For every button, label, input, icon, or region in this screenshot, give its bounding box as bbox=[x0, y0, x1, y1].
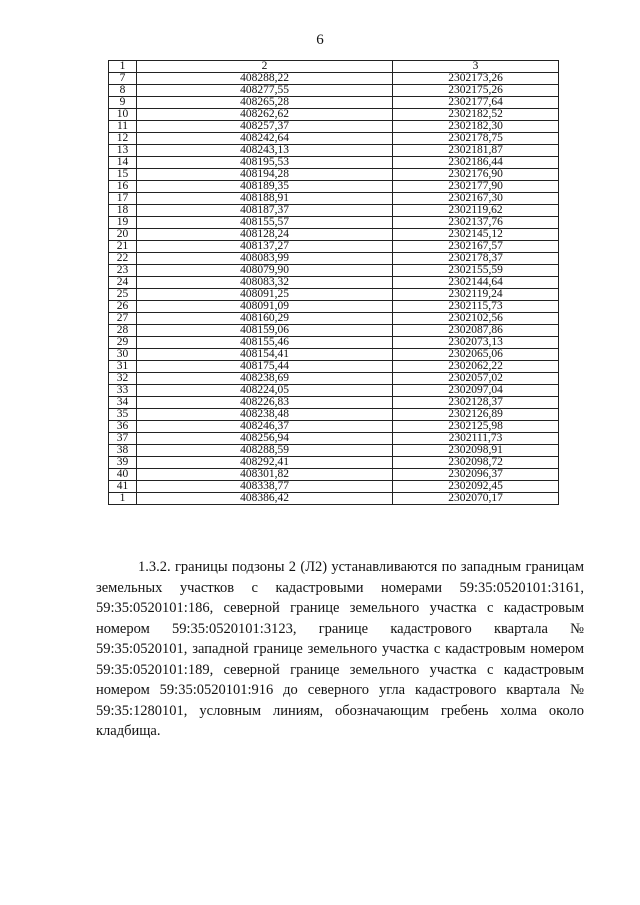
table-row bbox=[109, 193, 559, 205]
x-coordinate-cell: 408083,32 bbox=[137, 277, 393, 289]
x-coordinate-cell: 408091,09 bbox=[137, 301, 393, 313]
point-number-cell: 18 bbox=[109, 205, 137, 217]
table-row bbox=[109, 373, 559, 385]
y-coordinate-cell: 2302092,45 bbox=[393, 481, 559, 493]
table-row bbox=[109, 457, 559, 469]
y-coordinate-cell: 2302144,64 bbox=[393, 277, 559, 289]
point-number-cell: 10 bbox=[109, 109, 137, 121]
table-row bbox=[109, 109, 559, 121]
point-number-cell: 7 bbox=[109, 73, 137, 85]
point-number-cell: 37 bbox=[109, 433, 137, 445]
point-number-cell: 9 bbox=[109, 97, 137, 109]
x-coordinate-cell: 408292,41 bbox=[137, 457, 393, 469]
y-coordinate-cell: 2302102,56 bbox=[393, 313, 559, 325]
y-coordinate-cell: 2302177,90 bbox=[393, 181, 559, 193]
point-number-cell: 1 bbox=[109, 493, 137, 505]
x-coordinate-cell: 408243,13 bbox=[137, 145, 393, 157]
point-number-cell: 29 bbox=[109, 337, 137, 349]
x-coordinate-cell: 408160,29 bbox=[137, 313, 393, 325]
x-coordinate-cell: 408194,28 bbox=[137, 169, 393, 181]
point-number-cell: 15 bbox=[109, 169, 137, 181]
x-coordinate-cell: 408242,64 bbox=[137, 133, 393, 145]
x-coordinate-cell: 408155,57 bbox=[137, 217, 393, 229]
table-row bbox=[109, 337, 559, 349]
table-row bbox=[109, 253, 559, 265]
y-coordinate-cell: 2302186,44 bbox=[393, 157, 559, 169]
header-cell-y: 3 bbox=[393, 61, 559, 73]
y-coordinate-cell: 2302128,37 bbox=[393, 397, 559, 409]
y-coordinate-cell: 2302073,13 bbox=[393, 337, 559, 349]
x-coordinate-cell: 408257,37 bbox=[137, 121, 393, 133]
x-coordinate-cell: 408083,99 bbox=[137, 253, 393, 265]
table-row bbox=[109, 277, 559, 289]
y-coordinate-cell: 2302096,37 bbox=[393, 469, 559, 481]
x-coordinate-cell: 408154,41 bbox=[137, 349, 393, 361]
y-coordinate-cell: 2302177,64 bbox=[393, 97, 559, 109]
x-coordinate-cell: 408187,37 bbox=[137, 205, 393, 217]
y-coordinate-cell: 2302111,73 bbox=[393, 433, 559, 445]
table-row bbox=[109, 325, 559, 337]
x-coordinate-cell: 408238,69 bbox=[137, 373, 393, 385]
point-number-cell: 38 bbox=[109, 445, 137, 457]
y-coordinate-cell: 2302182,52 bbox=[393, 109, 559, 121]
x-coordinate-cell: 408224,05 bbox=[137, 385, 393, 397]
y-coordinate-cell: 2302098,91 bbox=[393, 445, 559, 457]
table-row bbox=[109, 145, 559, 157]
table-row bbox=[109, 133, 559, 145]
y-coordinate-cell: 2302176,90 bbox=[393, 169, 559, 181]
x-coordinate-cell: 408288,22 bbox=[137, 73, 393, 85]
y-coordinate-cell: 2302098,72 bbox=[393, 457, 559, 469]
x-coordinate-cell: 408265,28 bbox=[137, 97, 393, 109]
table-row bbox=[109, 97, 559, 109]
x-coordinate-cell: 408079,90 bbox=[137, 265, 393, 277]
point-number-cell: 21 bbox=[109, 241, 137, 253]
point-number-cell: 39 bbox=[109, 457, 137, 469]
table-row bbox=[109, 409, 559, 421]
x-coordinate-cell: 408288,59 bbox=[137, 445, 393, 457]
table-row bbox=[109, 73, 559, 85]
x-coordinate-cell: 408091,25 bbox=[137, 289, 393, 301]
y-coordinate-cell: 2302119,62 bbox=[393, 205, 559, 217]
x-coordinate-cell: 408188,91 bbox=[137, 193, 393, 205]
point-number-cell: 13 bbox=[109, 145, 137, 157]
y-coordinate-cell: 2302070,17 bbox=[393, 493, 559, 505]
x-coordinate-cell: 408338,77 bbox=[137, 481, 393, 493]
point-number-cell: 36 bbox=[109, 421, 137, 433]
y-coordinate-cell: 2302145,12 bbox=[393, 229, 559, 241]
table-header-row bbox=[109, 61, 559, 73]
point-number-cell: 34 bbox=[109, 397, 137, 409]
x-coordinate-cell: 408277,55 bbox=[137, 85, 393, 97]
x-coordinate-cell: 408137,27 bbox=[137, 241, 393, 253]
x-coordinate-cell: 408386,42 bbox=[137, 493, 393, 505]
table-row bbox=[109, 445, 559, 457]
point-number-cell: 20 bbox=[109, 229, 137, 241]
page-number: 6 bbox=[316, 32, 324, 48]
table-row bbox=[109, 481, 559, 493]
table-row bbox=[109, 397, 559, 409]
point-number-cell: 32 bbox=[109, 373, 137, 385]
point-number-cell: 30 bbox=[109, 349, 137, 361]
y-coordinate-cell: 2302178,37 bbox=[393, 253, 559, 265]
point-number-cell: 22 bbox=[109, 253, 137, 265]
x-coordinate-cell: 408128,24 bbox=[137, 229, 393, 241]
point-number-cell: 28 bbox=[109, 325, 137, 337]
table-row bbox=[109, 313, 559, 325]
point-number-cell: 12 bbox=[109, 133, 137, 145]
table-row bbox=[109, 181, 559, 193]
table-row bbox=[109, 157, 559, 169]
x-coordinate-cell: 408189,35 bbox=[137, 181, 393, 193]
table-row bbox=[109, 289, 559, 301]
point-number-cell: 8 bbox=[109, 85, 137, 97]
y-coordinate-cell: 2302155,59 bbox=[393, 265, 559, 277]
point-number-cell: 33 bbox=[109, 385, 137, 397]
point-number-cell: 31 bbox=[109, 361, 137, 373]
y-coordinate-cell: 2302115,73 bbox=[393, 301, 559, 313]
table-row bbox=[109, 241, 559, 253]
y-coordinate-cell: 2302126,89 bbox=[393, 409, 559, 421]
point-number-cell: 25 bbox=[109, 289, 137, 301]
coordinates-table bbox=[108, 60, 559, 505]
y-coordinate-cell: 2302167,30 bbox=[393, 193, 559, 205]
table-row bbox=[109, 349, 559, 361]
x-coordinate-cell: 408246,37 bbox=[137, 421, 393, 433]
table-row bbox=[109, 361, 559, 373]
x-coordinate-cell: 408256,94 bbox=[137, 433, 393, 445]
point-number-cell: 11 bbox=[109, 121, 137, 133]
point-number-cell: 27 bbox=[109, 313, 137, 325]
header-cell-x: 2 bbox=[137, 61, 393, 73]
y-coordinate-cell: 2302057,02 bbox=[393, 373, 559, 385]
point-number-cell: 40 bbox=[109, 469, 137, 481]
y-coordinate-cell: 2302178,75 bbox=[393, 133, 559, 145]
y-coordinate-cell: 2302181,87 bbox=[393, 145, 559, 157]
point-number-cell: 41 bbox=[109, 481, 137, 493]
y-coordinate-cell: 2302182,30 bbox=[393, 121, 559, 133]
y-coordinate-cell: 2302137,76 bbox=[393, 217, 559, 229]
point-number-cell: 19 bbox=[109, 217, 137, 229]
y-coordinate-cell: 2302065,06 bbox=[393, 349, 559, 361]
x-coordinate-cell: 408226,83 bbox=[137, 397, 393, 409]
y-coordinate-cell: 2302167,57 bbox=[393, 241, 559, 253]
y-coordinate-cell: 2302125,98 bbox=[393, 421, 559, 433]
table-row bbox=[109, 121, 559, 133]
table-row bbox=[109, 301, 559, 313]
x-coordinate-cell: 408195,53 bbox=[137, 157, 393, 169]
x-coordinate-cell: 408301,82 bbox=[137, 469, 393, 481]
table-row bbox=[109, 217, 559, 229]
table-row bbox=[109, 493, 559, 505]
point-number-cell: 16 bbox=[109, 181, 137, 193]
point-number-cell: 26 bbox=[109, 301, 137, 313]
point-number-cell: 23 bbox=[109, 265, 137, 277]
table-row bbox=[109, 265, 559, 277]
x-coordinate-cell: 408238,48 bbox=[137, 409, 393, 421]
boundary-description-paragraph: 1.3.2. границы подзоны 2 (Л2) устанавливаются по западным границам земельных участков с кадастровыми номерами 59:35:0520101:3161, 59:35:0520101:186, северной границе земельного участка с кадастровым номером 59:35:0520101:3123, границе кадастрового квартала № 59:35:0520101, западной границе земельного участка с кадастровым номером 59:35:0520101:189, северной границе земельного участка с кадастровым номером 59:35:0520101:916 до северного угла кадастрового квартала № 59:35:1280101, условным линиям, обозначающим гребень холма около кладбища. bbox=[96, 559, 584, 739]
table-row bbox=[109, 229, 559, 241]
table-row bbox=[109, 469, 559, 481]
x-coordinate-cell: 408159,06 bbox=[137, 325, 393, 337]
y-coordinate-cell: 2302062,22 bbox=[393, 361, 559, 373]
y-coordinate-cell: 2302173,26 bbox=[393, 73, 559, 85]
table-row bbox=[109, 169, 559, 181]
point-number-cell: 24 bbox=[109, 277, 137, 289]
table-row bbox=[109, 433, 559, 445]
header-cell-point: 1 bbox=[109, 61, 137, 73]
x-coordinate-cell: 408262,62 bbox=[137, 109, 393, 121]
table-row bbox=[109, 385, 559, 397]
y-coordinate-cell: 2302097,04 bbox=[393, 385, 559, 397]
table-row bbox=[109, 85, 559, 97]
point-number-cell: 35 bbox=[109, 409, 137, 421]
x-coordinate-cell: 408175,44 bbox=[137, 361, 393, 373]
x-coordinate-cell: 408155,46 bbox=[137, 337, 393, 349]
point-number-cell: 14 bbox=[109, 157, 137, 169]
table-row bbox=[109, 205, 559, 217]
y-coordinate-cell: 2302119,24 bbox=[393, 289, 559, 301]
table-row bbox=[109, 421, 559, 433]
point-number-cell: 17 bbox=[109, 193, 137, 205]
y-coordinate-cell: 2302175,26 bbox=[393, 85, 559, 97]
y-coordinate-cell: 2302087,86 bbox=[393, 325, 559, 337]
